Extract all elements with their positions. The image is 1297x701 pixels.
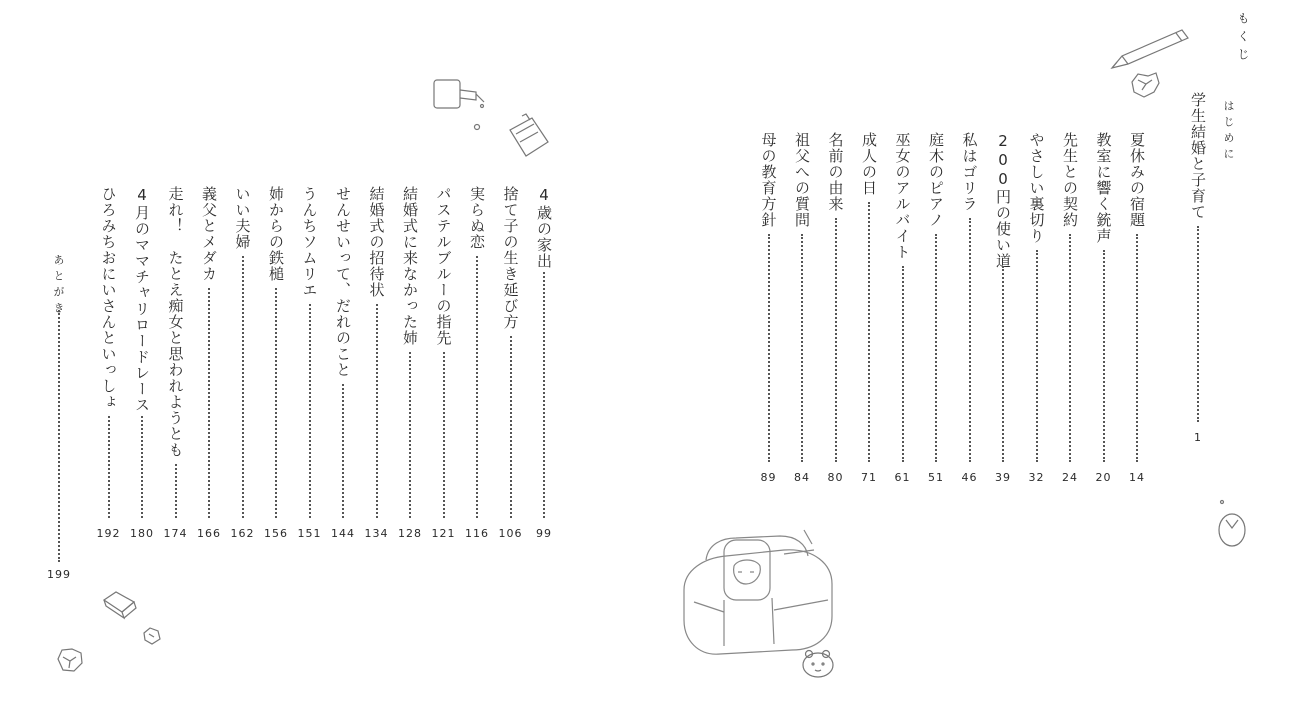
toc-entry-title: パステルブルーの指先 bbox=[434, 186, 453, 346]
toc-entry-title: ひろみちおにいさんといっしょ bbox=[99, 186, 118, 410]
toc-leader-dots bbox=[309, 304, 311, 518]
toc-leader-dots bbox=[868, 202, 870, 462]
toc-entry-title: うんちソムリエ bbox=[300, 186, 319, 298]
toc-leader-dots bbox=[510, 336, 512, 518]
intro-subtitle: はじめに bbox=[1222, 100, 1235, 164]
toc-page-number: 24 bbox=[1062, 471, 1078, 484]
toc-leader-dots bbox=[443, 352, 445, 518]
toc-entry-title: やさしい裏切り bbox=[1027, 132, 1046, 244]
toc-entry-title: 私はゴリラ bbox=[960, 132, 979, 212]
left-page bbox=[0, 0, 648, 701]
toc-leader-dots bbox=[476, 256, 478, 518]
toc-page-number: 80 bbox=[827, 471, 844, 484]
toc-entry-title: せんせいって、だれのこと bbox=[334, 186, 352, 378]
toc-page-number: 151 bbox=[297, 527, 322, 540]
toc-page-number: 162 bbox=[230, 527, 255, 540]
toc-page-number: 89 bbox=[760, 471, 777, 484]
eraser-icon bbox=[100, 588, 140, 622]
toc-page-number: 180 bbox=[130, 527, 154, 540]
toc-entry-title: 実らぬ恋 bbox=[468, 186, 486, 250]
toc-leader-dots bbox=[208, 288, 210, 518]
toc-leader-dots bbox=[1069, 234, 1071, 462]
toc-page-number: 71 bbox=[861, 471, 877, 484]
toc-entry-title: 巫女のアルバイト bbox=[893, 132, 912, 260]
toc-page-number: 128 bbox=[398, 527, 422, 540]
crumpled-paper-icon bbox=[1128, 70, 1162, 100]
toc-leader-dots bbox=[242, 256, 244, 518]
toc-leader-dots bbox=[409, 352, 411, 518]
hamster-icon bbox=[798, 645, 838, 683]
toc-page-number: 39 bbox=[995, 471, 1011, 484]
toc-leader-dots bbox=[835, 218, 837, 462]
toc-entry-title: 結婚式の招待状 bbox=[367, 186, 386, 298]
toc-leader-dots bbox=[342, 384, 344, 518]
toc-leader-dots bbox=[175, 464, 177, 518]
toc-entry-title: 200円の使い道 bbox=[994, 132, 1012, 269]
ink-bottle-icon bbox=[502, 112, 554, 164]
toc-page-number: 46 bbox=[961, 471, 978, 484]
toc-entry-title: いい夫婦 bbox=[233, 186, 252, 250]
toc-entry-title: 捨て子の生き延び方 bbox=[501, 186, 520, 330]
nail-polish-bottle-icon bbox=[430, 72, 490, 114]
intro-leader bbox=[1197, 226, 1199, 422]
toc-page-number: 192 bbox=[96, 527, 121, 540]
toc-entry-title: 義父とメダカ bbox=[200, 186, 218, 282]
toc-leader-dots bbox=[902, 266, 904, 462]
toc-leader-dots bbox=[141, 416, 143, 518]
toc-entry-title: 走れ！ たとえ痴女と思われようとも bbox=[166, 186, 185, 458]
mouse-icon bbox=[1212, 498, 1248, 550]
toc-leader-dots bbox=[275, 288, 277, 518]
toc-page-number: 51 bbox=[928, 471, 944, 484]
toc-page-number: 106 bbox=[498, 527, 523, 540]
toc-entry-title: 成人の日 bbox=[860, 132, 878, 196]
toc-page-number: 174 bbox=[163, 527, 188, 540]
toc-leader-dots bbox=[1103, 250, 1105, 462]
toc-page-number: 144 bbox=[331, 527, 355, 540]
toc-entry-title: 教室に響く銃声 bbox=[1094, 132, 1113, 244]
toc-leader-dots bbox=[108, 416, 110, 518]
toc-entry-title: 庭木のピアノ bbox=[927, 132, 945, 228]
toc-page-number: 166 bbox=[197, 527, 221, 540]
toc-leader-dots bbox=[969, 218, 971, 462]
school-backpack-icon bbox=[664, 520, 846, 660]
toc-page-number: 116 bbox=[465, 527, 489, 540]
toc-entry-title: 夏休みの宿題 bbox=[1128, 132, 1146, 228]
toc-leader-dots bbox=[935, 234, 937, 462]
pencil-icon bbox=[1106, 26, 1190, 74]
toc-entry-title: 結婚式に来なかった姉 bbox=[401, 186, 419, 346]
drip-icon bbox=[472, 122, 482, 132]
toc-entry-title: 祖父への質問 bbox=[793, 132, 811, 228]
toc-leader-dots bbox=[1002, 266, 1004, 462]
toc-title: もくじ bbox=[1236, 12, 1250, 66]
toc-page-number: 99 bbox=[536, 527, 552, 540]
afterword-page-number: 199 bbox=[47, 568, 71, 581]
toc-entry-title: 母の教育方針 bbox=[759, 132, 778, 228]
toc-leader-dots bbox=[768, 234, 770, 462]
toc-leader-dots bbox=[376, 304, 378, 518]
toc-page-number: 20 bbox=[1095, 471, 1112, 484]
toc-entry-title: 4月のママチャリロードレース bbox=[133, 186, 151, 413]
toc-page-number: 14 bbox=[1129, 471, 1145, 484]
toc-leader-dots bbox=[801, 234, 803, 462]
crumpled-paper-small-icon bbox=[54, 645, 86, 675]
afterword-title: あとがき bbox=[52, 254, 65, 318]
toc-entry-title: 4歳の家出 bbox=[535, 186, 553, 269]
toc-page-number: 61 bbox=[894, 471, 911, 484]
paper-scrap-icon bbox=[140, 625, 164, 647]
toc-page-number: 156 bbox=[264, 527, 288, 540]
intro-page-number: 1 bbox=[1194, 431, 1202, 444]
afterword-leader bbox=[58, 310, 60, 562]
toc-page-number: 121 bbox=[431, 527, 456, 540]
toc-page-number: 134 bbox=[364, 527, 389, 540]
toc-page-number: 32 bbox=[1028, 471, 1045, 484]
intro-title: 学生結婚と子育て bbox=[1189, 92, 1207, 220]
toc-entry-title: 姉からの鉄槌 bbox=[267, 186, 285, 282]
toc-entry-title: 先生との契約 bbox=[1061, 132, 1079, 228]
toc-leader-dots bbox=[543, 272, 545, 518]
toc-leader-dots bbox=[1036, 250, 1038, 462]
toc-page-number: 84 bbox=[794, 471, 810, 484]
toc-leader-dots bbox=[1136, 234, 1138, 462]
toc-entry-title: 名前の由来 bbox=[826, 132, 845, 212]
